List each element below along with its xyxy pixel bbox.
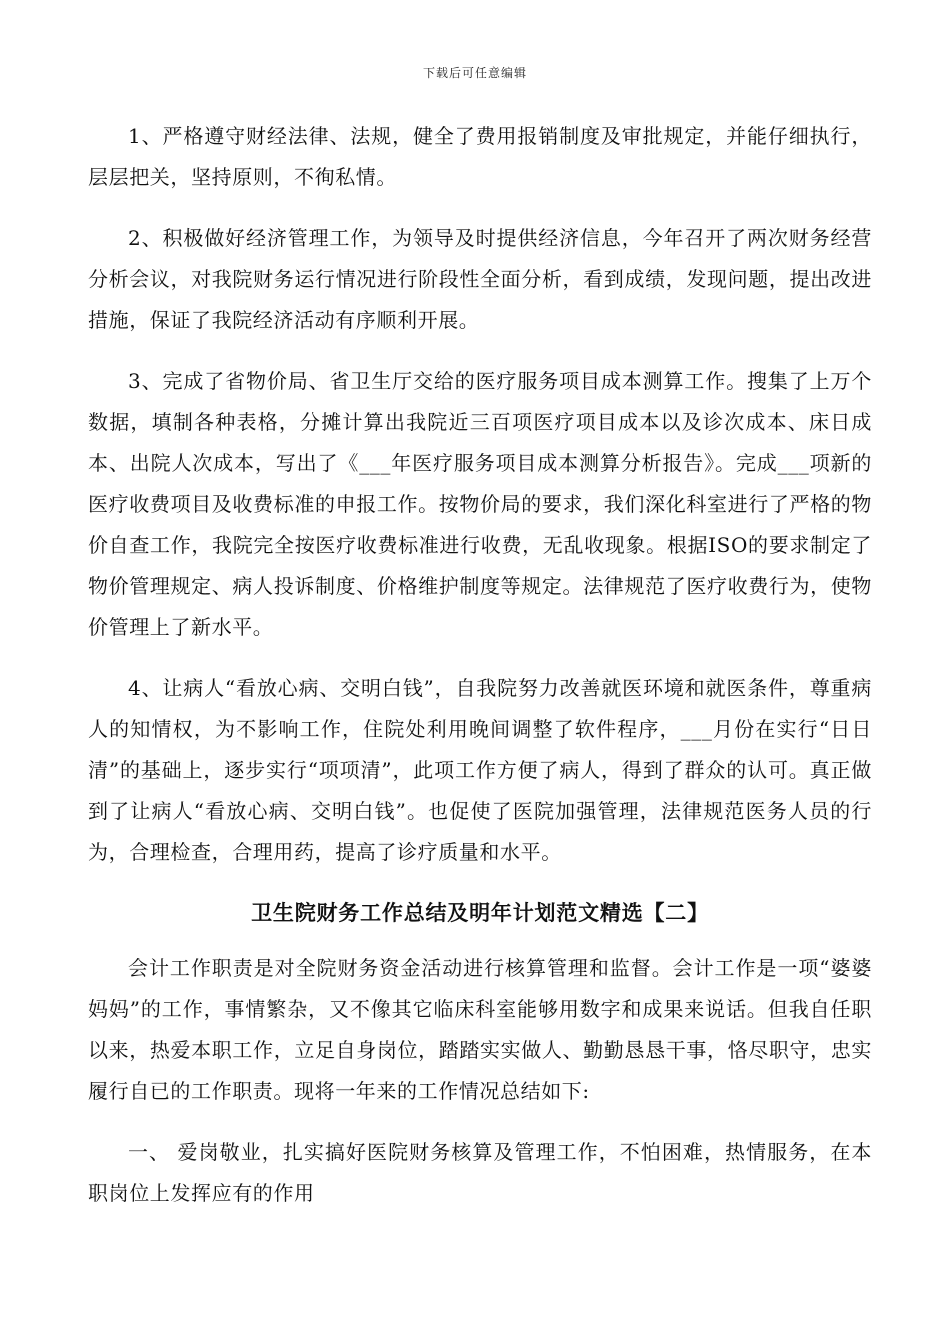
paragraph-2: 2、积极做好经济管理工作，为领导及时提供经济信息，今年召开了两次财务经营分析会议，对我院财务运行情况进行阶段性全面分析，看到成绩，发现问题，提出改进措施，保证了我院经济活动有序顺利开展。 <box>88 226 872 332</box>
page-header: 下载后可任意编辑 <box>422 66 527 80</box>
paragraph-4: 4、让病人“看放心病、交明白钱”，自我院努力改善就医环境和就医条件，尊重病人的知情权，为不影响工作，住院处利用晚间调整了软件程序，___月份在实行“日日清”的基础上，逐步实行“项项清”，此项工作方便了病人，得到了群众的认可。真正做到了让病人“看放心病、交明白钱”。也促使了医院加强管理，法律规范医务人员的行为，合理检查，合理用药，提高了诊疗质量和水平。 <box>88 676 872 864</box>
section-paragraph-2: 一、 爱岗敬业，扎实搞好医院财务核算及管理工作，不怕困难，热情服务，在本职岗位上发挥应有的作用 <box>88 1140 872 1205</box>
document-body <box>88 116 872 1234</box>
section-paragraph-1: 会计工作职责是对全院财务资金活动进行核算管理和监督。会计工作是一项“婆婆妈妈”的工作，事情繁杂，又不像其它临床科室能够用数字和成果来说话。但我自任职以来，热爱本职工作，立足自身岗位，踏踏实实做人、勤勤恳恳干事，恪尽职守，忠实履行自已的工作职责。现将一年来的工作情况总结如下: <box>88 956 872 1103</box>
section-title: 卫生院财务工作总结及明年计划范文精选【二】 <box>251 901 709 925</box>
paragraph-1: 1、严格遵守财经法律、法规，健全了费用报销制度及审批规定，并能仔细执行，层层把关，坚持原则，不徇私情。 <box>88 124 872 189</box>
paragraph-3: 3、完成了省物价局、省卫生厅交给的医疗服务项目成本测算工作。搜集了上万个数据，填制各种表格，分摊计算出我院近三百项医疗项目成本以及诊次成本、床日成本、出院人次成本，写出了《___年医疗服务项目成本测算分析报告》。完成___项新的医疗收费项目及收费标准的申报工作。按物价局的要求，我们深化科室进行了严格的物价自查工作，我院完全按医疗收费标准进行收费，无乱收现象。根据ISO的要求制定了物价管理规定、病人投诉制度、价格维护制度等规定。法律规范了医疗收费行为，使物价管理上了新水平。 <box>88 369 872 639</box>
